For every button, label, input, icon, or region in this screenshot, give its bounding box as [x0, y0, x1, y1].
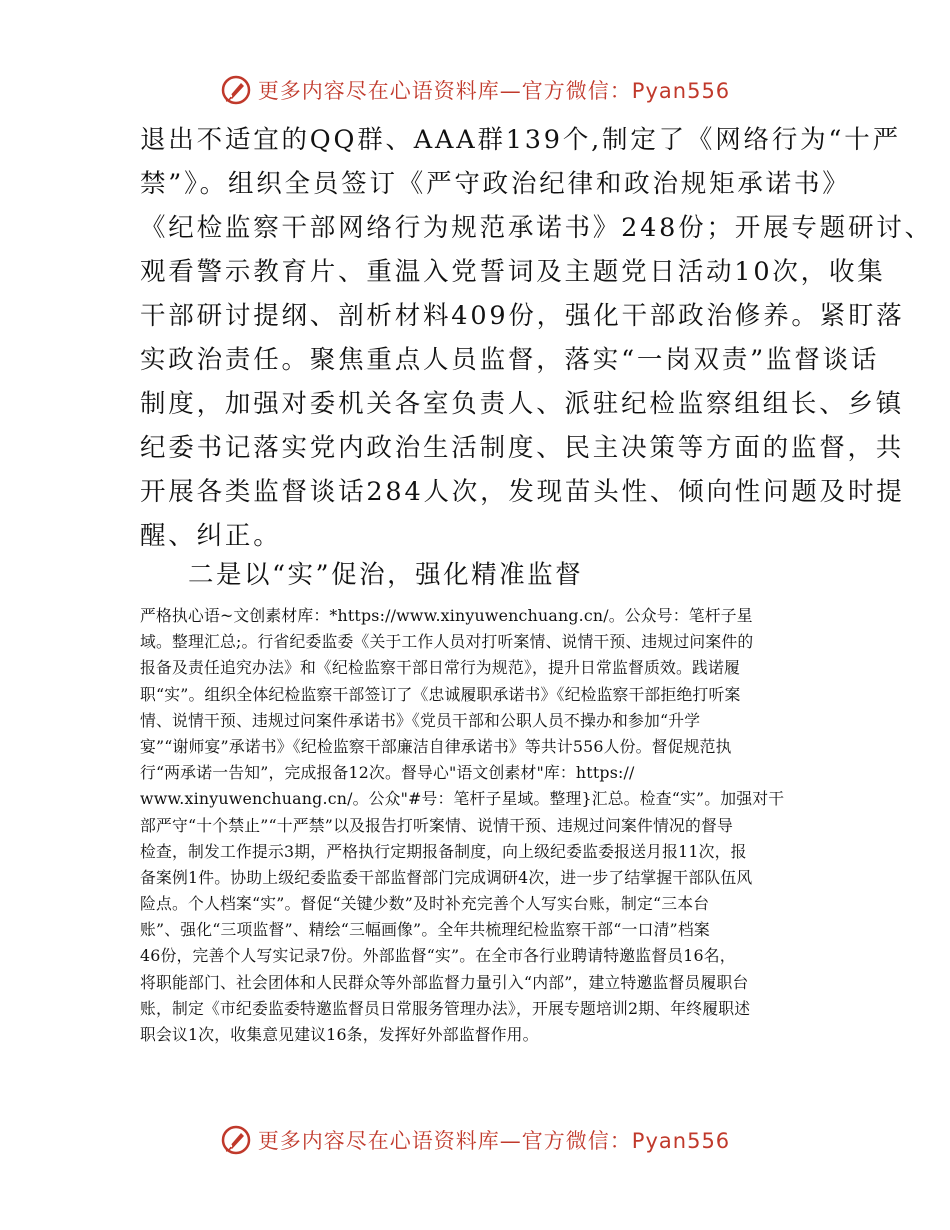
body-line: 纪委书记落实党内政治生活制度、民主决策等方面的监督，共 [140, 433, 905, 463]
body-line: 观看警示教育片、重温入党誓词及主题党日活动10次，收集 [140, 257, 886, 287]
body-line: 制度，加强对委机关各室负责人、派驻纪检监察组组长、乡镇 [140, 389, 905, 419]
small-line: 46份，完善个人写实记录7份。外部监督“实”。在全市各行业聘请特邀监督员16名， [140, 946, 736, 966]
banner-text: 更多内容尽在心语资料库—官方微信：Pyan556 [257, 1129, 731, 1153]
small-line: 域。整理汇总;。行省纪委监委《关于工作人员对打听案情、说情干预、违规过问案件的 [140, 632, 754, 652]
small-line: 账，制定《市纪委监委特邀监督员日常服务管理办法》，开展专题培训2期、年终履职述 [140, 998, 751, 1018]
body-line: 实政治责任。聚焦重点人员监督，落实“一岗双责”监督谈话 [140, 345, 880, 375]
small-line: 报备及责任追究办法》和《纪检监察干部日常行为规范》，提升日常监督质效。践诺履 [140, 658, 740, 678]
small-line: 职会议1次，收集意见建议16条，发挥好外部监督作用。 [140, 1025, 539, 1044]
small-line: 严格执心语~文创素材库：*https://www.xinyuwenchuang.cn/。公众号：笔杆子星 [140, 606, 753, 625]
small-line: 检查，制发工作提示3期，严格执行定期报备制度，向上级纪委监委报送月报11次，报 [140, 841, 747, 861]
small-line: 部严守“十个禁止”“十严禁”以及报告打听案情、说情干预、违规过问案件情况的督导 [140, 815, 733, 835]
section-heading: 二是以“实”促治，强化精准监督 [188, 560, 584, 590]
body-line: 《纪检监察干部网络行为规范承诺书》248份；开展专题研讨、 [140, 213, 933, 243]
body-paragraph [140, 118, 933, 558]
fountain-pen-logo-icon [220, 74, 252, 106]
small-paragraph [140, 603, 820, 1048]
small-line: 职“实”。组织全体纪检监察干部签订了《忠诚履职承诺书》《纪检监察干部拒绝打听案 [140, 684, 741, 704]
footer-banner [0, 1118, 950, 1162]
small-line: 行“两承诺一告知”，完成报备12次。督导心"语文创素材"库：https:// [140, 763, 635, 783]
small-line: 情、说情干预、违规过问案件承诺书》《党员干部和公职人员不操办和参加“升学 [140, 710, 701, 730]
small-line: 将职能部门、社会团体和人民群众等外部监督力量引入“内部”，建立特邀监督员履职台 [140, 972, 749, 992]
body-line: 退出不适宜的QQ群、AAA群139个,制定了《网络行为“十严 [140, 125, 901, 155]
body-line: 干部研讨提纲、剖析材料409份，强化干部政治修养。紧盯落 [140, 301, 905, 331]
body-line: 禁”》。组织全员签订《严守政治纪律和政治规矩承诺书》 [140, 169, 851, 199]
header-banner [0, 68, 950, 112]
small-line: www.xinyuwenchuang.cn/。公众"#号：笔杆子星域。整理}汇总。检查“实”。加强对干 [140, 789, 785, 809]
banner-text: 更多内容尽在心语资料库—官方微信：Pyan556 [257, 79, 731, 103]
small-line: 宴”“谢师宴”承诺书》《纪检监察干部廉洁自律承诺书》等共计556人份。督促规范执 [140, 736, 732, 756]
fountain-pen-logo-icon [220, 1124, 252, 1156]
small-line: 账”、强化“三项监督”、精绘“三幅画像”。全年共梳理纪检监察干部“一口清”档案 [140, 920, 710, 940]
small-line: 险点。个人档案“实”。督促“关键少数”及时补充完善个人写实台账，制定“三本台 [140, 894, 710, 914]
body-line: 醒、纠正。 [140, 521, 282, 551]
body-line: 开展各类监督谈话284人次，发现苗头性、倾向性问题及时提 [140, 477, 905, 507]
small-line: 备案例1件。协助上级纪委监委干部监督部门完成调研4次，进一步了结掌握干部队伍风 [140, 867, 753, 887]
